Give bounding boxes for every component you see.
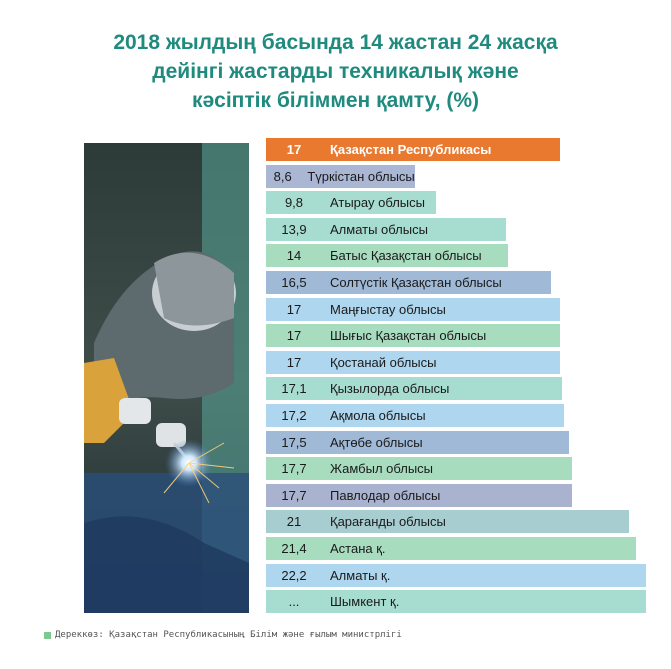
bar-10 (266, 377, 562, 400)
bar-value-label: 17,7 (281, 487, 307, 503)
bar-value-label: 17 (286, 301, 302, 317)
bar-category-label: Қостанай облысы (330, 354, 437, 370)
bar-category-label: Атырау облысы (330, 195, 425, 211)
bar-category-label: Қызылорда облысы (330, 381, 450, 397)
title-line-2: дейінгі жастарды техникалық және (152, 60, 519, 83)
bar-value-label: 17 (286, 142, 302, 157)
bar-value-label: 17,7 (281, 461, 307, 477)
bar-value-label: 17,5 (281, 434, 307, 450)
bar-value-label: 16,5 (281, 275, 307, 290)
bar-category-label: Түркістан облысы (307, 168, 415, 184)
bar-category-label: Шымкент қ. (330, 594, 400, 610)
bar-category-label: Батыс Қазақстан облысы (330, 248, 482, 264)
bar-17 (266, 564, 646, 587)
bar-value-label: 21,4 (281, 541, 307, 556)
source-note (44, 630, 402, 640)
bar-category-label: Павлодар облысы (330, 487, 441, 503)
bar-category-label: Жамбыл облысы (330, 461, 434, 477)
bar-value-label: 8,6 (273, 168, 292, 184)
bar-13 (266, 457, 572, 480)
bar-category-label: Маңғыстау облысы (330, 301, 446, 317)
bar-8 (266, 324, 560, 347)
bar-value-label: 9,8 (284, 195, 304, 211)
bar-value-label: 17,2 (281, 408, 307, 423)
bar-category-label: Қарағанды облысы (330, 514, 446, 530)
bar-14 (266, 484, 572, 507)
source-text: Дереккөз: Қазақстан Республикасының Білім және ғылым министрлігі (55, 630, 402, 640)
bar-category-label: Солтүстік Қазақстан облысы (330, 275, 502, 290)
bar-value-label: 21 (286, 514, 302, 530)
title-line-1: 2018 жылдың басында 14 жастан 24 жасқа (113, 31, 558, 54)
bar-value-label: 17 (286, 328, 302, 344)
bar-category-label: Алматы облысы (330, 221, 428, 237)
bar-1 (266, 138, 560, 161)
bar-category-label: Алматы қ. (330, 567, 391, 583)
bar-4 (266, 218, 506, 241)
bar-value-label: 22,2 (281, 567, 307, 583)
bar-value-label: 17 (286, 354, 302, 370)
bar-value-label: ... (288, 594, 300, 610)
bar-category-label: Ақтөбе облысы (330, 434, 423, 450)
bar-category-label: Шығыс Қазақстан облысы (330, 328, 487, 344)
source-marker-icon (44, 632, 51, 639)
bar-2 (266, 165, 415, 188)
bar-18 (266, 590, 646, 613)
bar-value-label: 14 (286, 248, 302, 264)
bar-9 (266, 351, 560, 374)
bar-category-label: Астана қ. (330, 541, 386, 556)
bar-value-label: 17,1 (281, 381, 307, 397)
bar-3 (266, 191, 436, 214)
bar-11 (266, 404, 564, 427)
bar-category-label: Қазақстан Республикасы (330, 142, 492, 157)
bar-12 (266, 431, 569, 454)
bar-7 (266, 298, 560, 321)
bar-15 (266, 510, 629, 533)
bar-value-label: 13,9 (281, 221, 307, 237)
bar-6 (266, 271, 551, 294)
bar-category-label: Ақмола облысы (330, 408, 426, 423)
bar-16 (266, 537, 636, 560)
title-line-3: кәсіптік біліммен қамту, (%) (191, 89, 480, 112)
bar-5 (266, 244, 508, 267)
